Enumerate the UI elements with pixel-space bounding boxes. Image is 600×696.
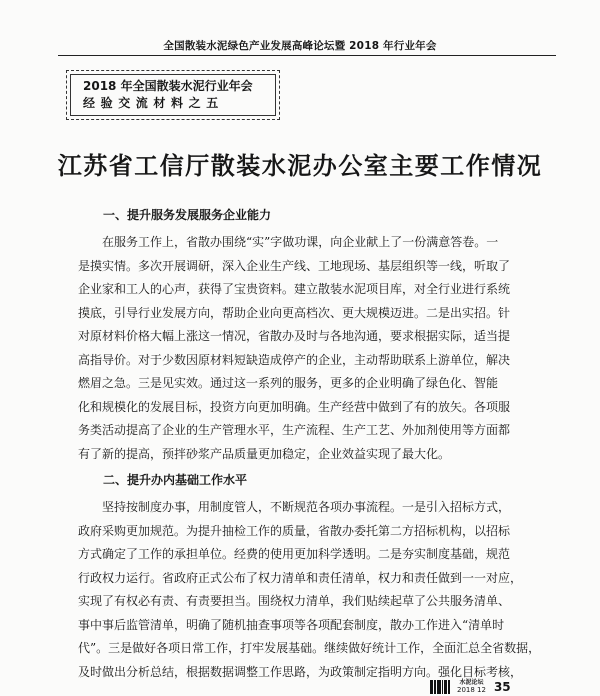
paragraph-line: 对原材料价格大幅上涨这一情况，省散办及时与各地沟通，要求根据实际，适当提 [78, 329, 511, 343]
page-footer [430, 678, 511, 694]
footer-issue: 2018 12 [457, 686, 486, 694]
paragraph-line: 有了新的提高，预拌砂浆产品质量更加稳定，企业效益实现了最大化。 [78, 446, 451, 461]
footer-magazine [457, 679, 486, 694]
paragraph-line: 事中事后监管清单，明确了随机抽查事项等各项配套制度，散办工作进入“清单时 [78, 617, 505, 632]
paragraph-line: 及时做出分析总结，根据数据调整工作思路，为政策制定指明方向。强化目标考核， [78, 664, 523, 679]
paragraph-line: 在服务工作上，省散办围绕“实”字做功课，向企业献上了一份满意答卷。一 [102, 235, 499, 249]
paragraph-line: 坚持按制度办事，用制度管人，不断规范各项办事流程。一是引入招标方式， [102, 500, 511, 514]
header-divider [58, 55, 556, 56]
paragraph-line: 务类活动提高了企业的生产管理水平，生产流程、生产工艺、外加剂使用等方面都 [78, 423, 511, 437]
paragraph-line: 政府采购更加规范。为提升抽检工作的质量，省散办委托第二方招标机构，以招标 [78, 523, 511, 538]
paragraph-line: 实现了有权必有责、有责要担当。围绕权力清单，我们贴续起草了公共服务清单、 [78, 594, 511, 608]
footer-magazine-name: 水泥论坛 [459, 679, 484, 686]
section-heading-2: 二、提升办内基础工作水平 [103, 473, 248, 487]
series-label-line2: 经验交流材料之五 [83, 96, 224, 110]
paragraph-line: 代”。三是做好各项日常工作，打牢发展基础。继续做好统计工作，全面汇总全省数据， [78, 641, 541, 655]
document-title: 江苏省工信厅散装水泥办公室主要工作情况 [57, 151, 543, 180]
paragraph-line: 摸底，引导行业发展方向，帮助企业向更高档次、更大规模迈进。二是出实招。针 [78, 305, 511, 320]
paragraph-line: 方式确定了工作的承担单位。经费的使用更加科学透明。二是夯实制度基础，规范 [78, 547, 511, 561]
series-label-line1: 2018 年全国散装水泥行业年会 [83, 79, 253, 93]
paragraph-line: 企业家和工人的心声，获得了宝贵资料。建立散装水泥项目库，对全行业进行系统 [78, 282, 511, 296]
paragraph-line: 是摸实情。多次开展调研，深入企业生产线、工地现场、基层组织等一线，听取了 [78, 258, 511, 273]
article-body [78, 205, 541, 684]
section-heading-1: 一、提升服务发展服务企业能力 [103, 208, 272, 222]
series-label-box [66, 70, 280, 120]
paragraph-line: 行政权力运行。省政府正式公布了权力清单和责任清单，权力和责任做到一一对应， [78, 570, 523, 585]
paragraph-line: 化和规模化的发展目标，投资方向更加明确。生产经营中做到了有的放矢。各项服 [78, 399, 511, 414]
paragraph-line: 燃眉之急。三是见实效。通过这一系列的服务，更多的企业明确了绿色化、智能 [78, 376, 499, 390]
page-number: 35 [493, 680, 511, 694]
series-label-frame [70, 74, 276, 116]
barcode-mark [430, 680, 451, 694]
running-header: 全国散装水泥绿色产业发展高峰论坛暨 2018 年行业年会 [163, 40, 437, 52]
paragraph-line: 高指导价。对于少数因原材料短缺造成停产的企业，主动帮助联系上游单位，解决 [78, 352, 511, 367]
